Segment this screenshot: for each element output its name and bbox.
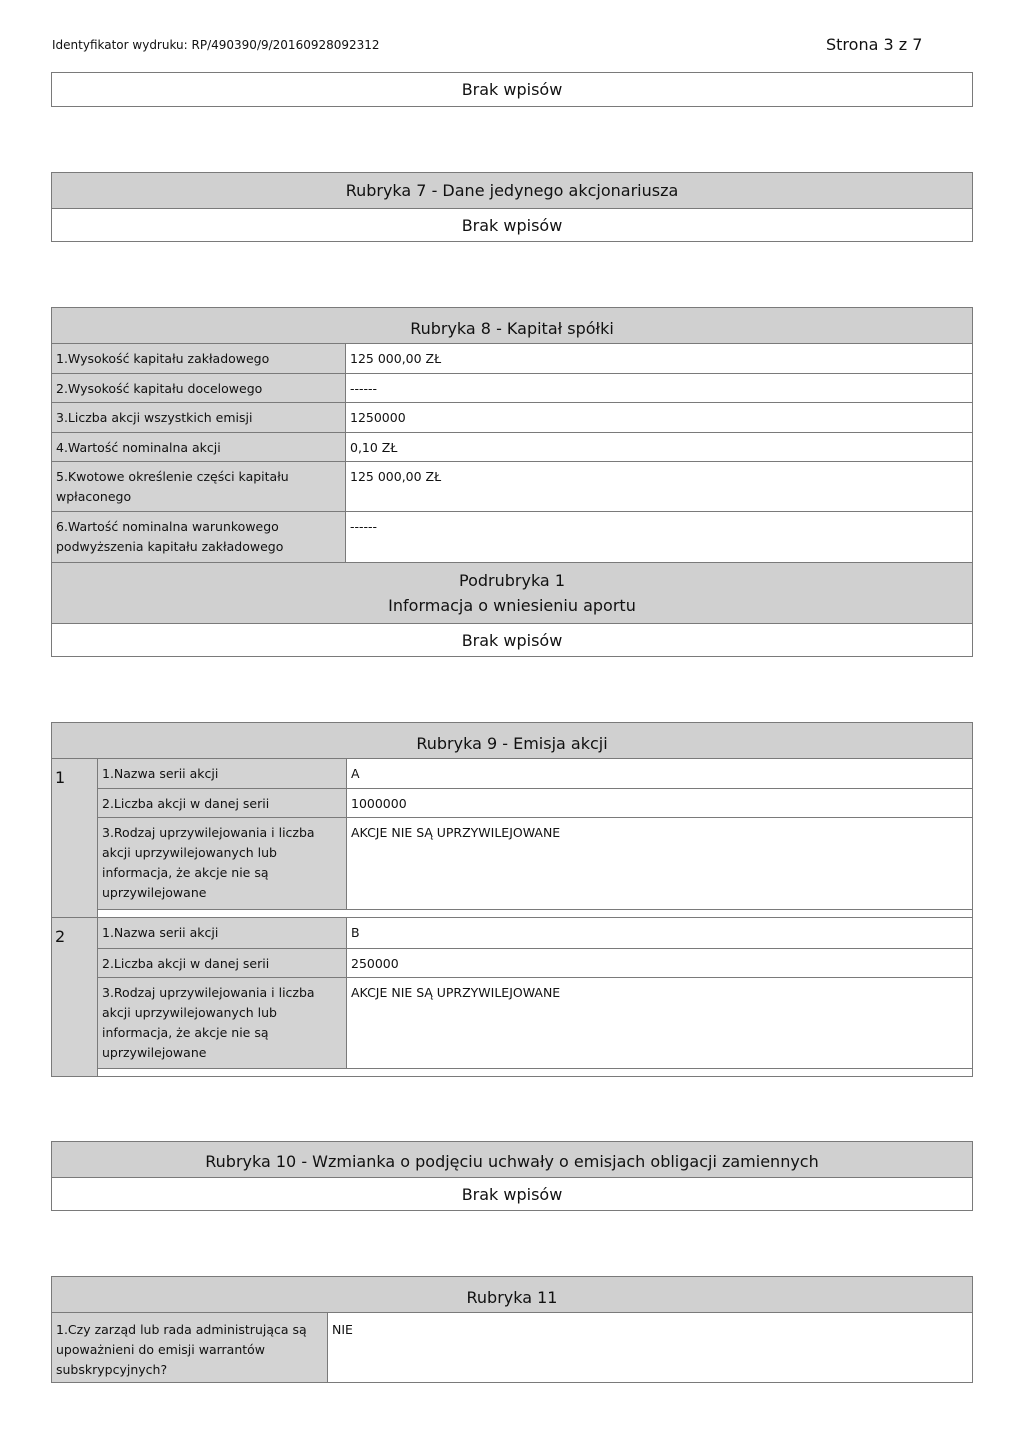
share-series-block	[52, 917, 972, 1076]
page-number: Strona 3 z 7	[826, 35, 923, 54]
row-value: 1000000	[347, 789, 972, 817]
row-value: 0,10 ZŁ	[346, 433, 972, 461]
table-row	[52, 432, 972, 461]
row-value: NIE	[328, 1313, 972, 1382]
table-row	[98, 817, 972, 909]
subsection-subtitle: Informacja o wniesieniu aportu	[388, 596, 636, 615]
series-spacer	[98, 1068, 972, 1076]
section-rubryka-11	[51, 1276, 973, 1383]
table-row	[52, 511, 972, 562]
empty-entries: Brak wpisów	[52, 1177, 972, 1210]
section-continuation	[51, 72, 973, 107]
row-label: 3.Rodzaj uprzywilejowania i liczba akcji uprzywilejowanych lub informacja, że akcje nie są uprzywilejowane	[98, 978, 347, 1068]
section-title: Rubryka 8 - Kapitał spółki	[52, 308, 972, 343]
table-row	[52, 461, 972, 511]
row-value: 1250000	[346, 403, 972, 432]
row-label: 1.Wysokość kapitału zakładowego	[52, 344, 346, 373]
subsection-title: Podrubryka 1	[459, 571, 565, 590]
section-title: Rubryka 9 - Emisja akcji	[52, 723, 972, 758]
empty-entries: Brak wpisów	[52, 208, 972, 241]
row-label: 5.Kwotowe określenie części kapitału wpłaconego	[52, 462, 346, 511]
row-value: 125 000,00 ZŁ	[346, 344, 972, 373]
table-row	[52, 373, 972, 402]
row-label: 2.Wysokość kapitału docelowego	[52, 374, 346, 402]
section-title: Rubryka 11	[52, 1277, 972, 1312]
table-row	[98, 948, 972, 977]
series-number: 2	[52, 918, 98, 1076]
table-row	[98, 759, 972, 788]
section-title: Rubryka 7 - Dane jedynego akcjonariusza	[52, 173, 972, 208]
section-title: Rubryka 10 - Wzmianka o podjęciu uchwały o emisjach obligacji zamiennych	[52, 1142, 972, 1177]
table-row	[52, 1312, 972, 1382]
series-spacer	[98, 909, 972, 917]
section-rubryka-9	[51, 722, 973, 1077]
row-label: 2.Liczba akcji w danej serii	[98, 949, 347, 977]
row-value: AKCJE NIE SĄ UPRZYWILEJOWANE	[347, 818, 972, 909]
section-rubryka-7	[51, 172, 973, 242]
empty-entries: Brak wpisów	[52, 623, 972, 656]
row-label: 1.Nazwa serii akcji	[98, 759, 347, 788]
row-label: 3.Liczba akcji wszystkich emisji	[52, 403, 346, 432]
share-series-block	[52, 758, 972, 917]
row-value: 125 000,00 ZŁ	[346, 462, 972, 511]
table-row	[98, 918, 972, 948]
series-number: 1	[52, 759, 98, 917]
row-label: 4.Wartość nominalna akcji	[52, 433, 346, 461]
row-value: AKCJE NIE SĄ UPRZYWILEJOWANE	[347, 978, 972, 1068]
row-label: 6.Wartość nominalna warunkowego podwyższenia kapitału zakładowego	[52, 512, 346, 562]
row-label: 3.Rodzaj uprzywilejowania i liczba akcji uprzywilejowanych lub informacja, że akcje nie są uprzywilejowane	[98, 818, 347, 909]
row-label: 2.Liczba akcji w danej serii	[98, 789, 347, 817]
section-rubryka-8	[51, 307, 973, 657]
row-value: ------	[346, 374, 972, 402]
empty-entries: Brak wpisów	[52, 73, 972, 106]
row-value: A	[347, 759, 972, 788]
table-row	[52, 402, 972, 432]
row-label: 1.Czy zarząd lub rada administrująca są upoważnieni do emisji warrantów subskrypcyjnych?	[52, 1313, 328, 1382]
table-row	[52, 343, 972, 373]
subsection-header	[52, 562, 972, 623]
row-label: 1.Nazwa serii akcji	[98, 918, 347, 948]
table-row	[98, 788, 972, 817]
print-identifier: Identyfikator wydruku: RP/490390/9/20160928092312	[52, 38, 380, 52]
section-rubryka-10	[51, 1141, 973, 1211]
row-value: ------	[346, 512, 972, 562]
row-value: B	[347, 918, 972, 948]
row-value: 250000	[347, 949, 972, 977]
table-row	[98, 977, 972, 1068]
